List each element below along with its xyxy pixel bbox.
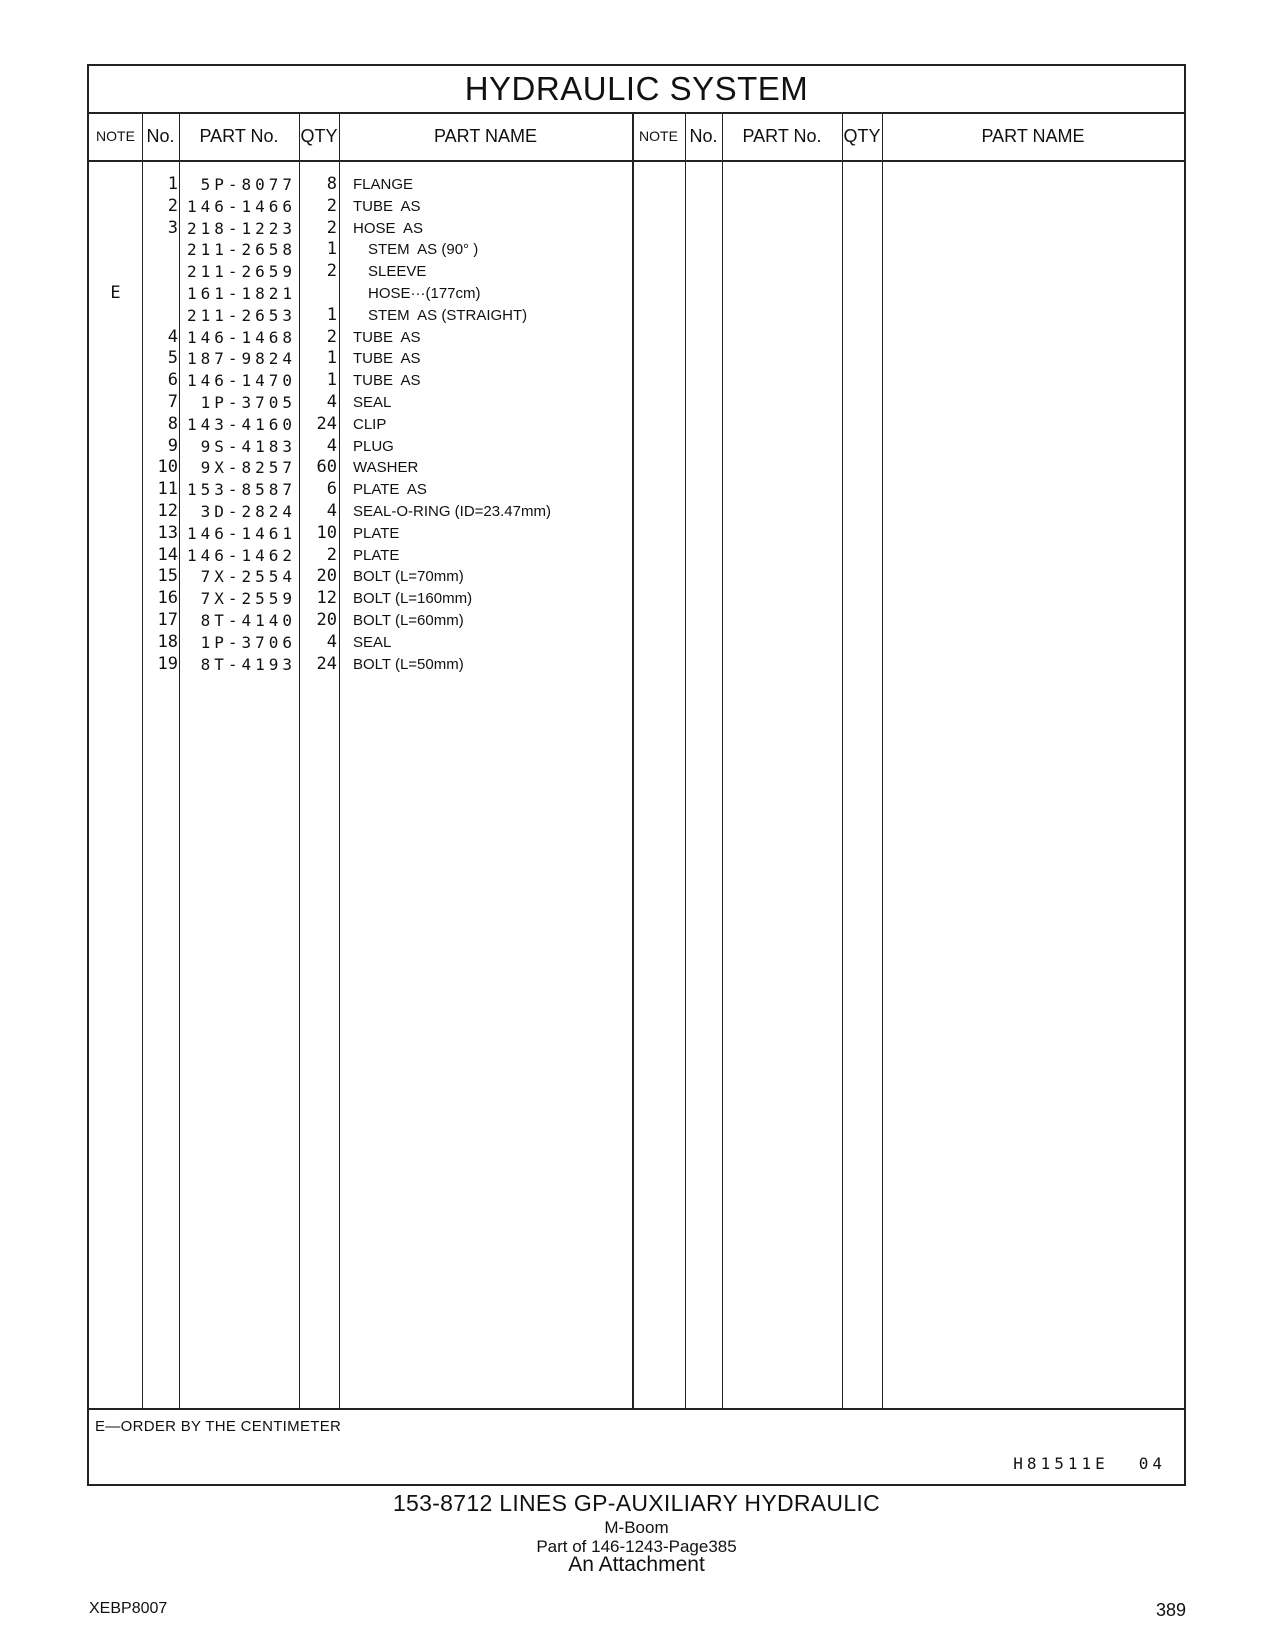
row-item-number: 10 — [157, 457, 178, 478]
row-note — [89, 391, 142, 414]
row-item-number: 2 — [167, 195, 178, 216]
row-part-number: 9X-8257 — [200, 458, 296, 478]
group-title: 153-8712 LINES GP-AUXILIARY HYDRAULIC — [392, 1490, 881, 1516]
row-part-name: STEM AS (STRAIGHT) — [368, 306, 528, 324]
row-part-name: PLATE — [353, 524, 400, 542]
table-row — [89, 217, 1184, 240]
row-part-number: 143-4160 — [186, 414, 296, 434]
row-note: E — [110, 283, 121, 303]
row-part-number: 1P-3705 — [200, 393, 296, 412]
row-quantity: 4 — [326, 435, 337, 456]
table-row — [89, 522, 1184, 545]
row-item-number: 11 — [157, 479, 178, 500]
row-note — [89, 522, 142, 545]
part-of-reference: Part of 146-1243-Page385 — [536, 1537, 737, 1556]
row-quantity: 4 — [326, 392, 337, 412]
row-item-number: 6 — [167, 370, 178, 391]
row-quantity: 20 — [316, 610, 337, 630]
row-item-number: 9 — [167, 435, 178, 456]
row-item-number: 1 — [167, 174, 178, 194]
row-note — [89, 413, 142, 436]
row-part-name: TUBE AS — [353, 328, 421, 346]
row-note — [89, 304, 142, 327]
row-note — [89, 544, 142, 567]
row-note — [89, 653, 142, 676]
row-part-number: 8T-4193 — [200, 654, 296, 674]
row-part-number: 146-1470 — [186, 371, 296, 391]
row-item-number: 12 — [157, 501, 178, 521]
table-row — [89, 544, 1184, 567]
reference-code — [1013, 1454, 1166, 1473]
row-note — [89, 565, 142, 588]
table-row — [89, 195, 1184, 218]
row-part-name: SEAL — [353, 633, 392, 651]
row-item-number: 4 — [167, 326, 178, 347]
attachment-label: An Attachment — [568, 1553, 705, 1576]
reference-code-id: H81511E — [1013, 1454, 1109, 1473]
row-note — [89, 456, 142, 479]
row-quantity: 10 — [316, 522, 337, 543]
row-quantity: 1 — [326, 348, 337, 369]
row-part-number: 211-2659 — [186, 262, 296, 282]
row-note — [89, 260, 142, 283]
table-row — [89, 238, 1184, 261]
row-item-number: 15 — [157, 566, 178, 587]
row-part-number: 1P-3706 — [200, 632, 296, 652]
row-quantity: 2 — [326, 217, 337, 238]
row-part-name: WASHER — [353, 459, 419, 477]
row-quantity: 24 — [316, 413, 337, 434]
table-header — [89, 112, 1184, 162]
row-part-number: 5P-8077 — [200, 175, 296, 194]
row-quantity: 4 — [326, 501, 337, 521]
row-part-name: SEAL — [353, 394, 392, 411]
row-part-name: BOLT (L=160mm) — [353, 590, 473, 608]
row-note — [89, 195, 142, 218]
row-part-name: PLATE AS — [353, 481, 427, 499]
row-item-number: 7 — [167, 392, 178, 412]
row-note — [89, 587, 142, 610]
col-header-qty-left: QTY — [300, 126, 338, 146]
row-item-number: 16 — [157, 588, 178, 609]
row-item-number: 17 — [157, 610, 178, 630]
row-quantity: 6 — [326, 479, 337, 500]
reference-code-revision: 04 — [1138, 1454, 1166, 1473]
table-row — [89, 500, 1184, 523]
row-item-number: 5 — [167, 348, 178, 369]
row-part-number: 211-2653 — [186, 305, 296, 325]
row-quantity: 20 — [316, 566, 337, 587]
row-part-name: HOSE AS — [353, 219, 424, 237]
table-row — [89, 369, 1184, 392]
row-part-name: FLANGE — [353, 176, 414, 193]
footer-divider — [89, 1408, 1184, 1410]
row-item-number — [142, 282, 178, 305]
row-part-name: PLATE — [353, 546, 400, 564]
table-row — [89, 282, 1184, 305]
row-part-number: 218-1223 — [186, 218, 296, 238]
row-part-number: 161-1821 — [186, 284, 296, 303]
col-header-part-name-right: PART NAME — [981, 126, 1085, 146]
row-part-name: CLIP — [353, 415, 387, 433]
row-quantity: 4 — [326, 631, 337, 652]
row-note — [89, 631, 142, 654]
row-part-number: 153-8587 — [186, 480, 296, 500]
row-part-name: HOSE···(177cm) — [368, 285, 481, 302]
row-part-number: 9S-4183 — [200, 436, 296, 456]
table-row — [89, 478, 1184, 501]
table-row — [89, 609, 1184, 632]
row-part-number: 146-1468 — [186, 327, 296, 347]
row-quantity: 2 — [326, 544, 337, 565]
col-header-part-no-right: PART No. — [742, 126, 822, 146]
row-quantity: 60 — [316, 457, 337, 478]
col-header-no-left: No. — [146, 126, 175, 146]
row-item-number — [142, 238, 178, 261]
row-part-number: 8T-4140 — [200, 611, 296, 630]
row-note — [89, 326, 142, 349]
row-part-name: TUBE AS — [353, 197, 421, 215]
row-note — [89, 173, 142, 196]
row-note — [89, 609, 142, 632]
row-item-number: 13 — [157, 522, 178, 543]
row-quantity: 24 — [316, 653, 337, 674]
row-item-number — [142, 260, 178, 283]
col-header-part-name-left: PART NAME — [433, 126, 538, 146]
page-number: 389 — [1155, 1600, 1186, 1620]
row-part-name: TUBE AS — [353, 350, 421, 368]
footnote: E—ORDER BY THE CENTIMETER — [95, 1418, 342, 1435]
row-part-number: 146-1466 — [186, 196, 296, 216]
row-part-number: 187-9824 — [186, 349, 296, 369]
col-header-qty-right: QTY — [843, 126, 881, 146]
row-item-number: 14 — [157, 544, 178, 565]
row-part-name: BOLT (L=70mm) — [353, 568, 464, 586]
row-note — [89, 238, 142, 261]
row-quantity: 1 — [326, 370, 337, 391]
row-part-name: BOLT (L=50mm) — [353, 655, 464, 673]
parts-table-body — [89, 160, 1184, 1472]
row-note — [89, 500, 142, 523]
table-row — [89, 631, 1184, 654]
table-row — [89, 456, 1184, 479]
row-part-number: 146-1462 — [186, 545, 296, 565]
table-row — [89, 587, 1184, 610]
row-quantity: 1 — [326, 239, 337, 260]
table-row — [89, 413, 1184, 436]
table-row — [89, 347, 1184, 370]
table-row — [89, 565, 1184, 588]
row-quantity: 8 — [326, 174, 337, 194]
row-part-number: 146-1461 — [186, 523, 296, 543]
row-note — [89, 435, 142, 458]
table-row — [89, 326, 1184, 349]
row-quantity: 2 — [326, 326, 337, 347]
row-part-name: BOLT (L=60mm) — [353, 612, 464, 629]
col-header-note-left: NOTE — [96, 128, 135, 144]
col-header-part-no-left: PART No. — [199, 126, 279, 146]
row-note — [89, 478, 142, 501]
page-title: HYDRAULIC SYSTEM — [89, 66, 1184, 114]
parts-list-sheet — [87, 64, 1186, 1486]
row-quantity: 12 — [316, 588, 337, 609]
row-part-number: 3D-2824 — [200, 502, 296, 521]
table-row — [89, 391, 1184, 414]
row-part-number: 7X-2554 — [200, 567, 296, 587]
table-row — [89, 260, 1184, 283]
row-part-number: 7X-2559 — [200, 589, 296, 609]
row-item-number: 19 — [157, 653, 178, 674]
group-subtitle: M-Boom — [604, 1518, 669, 1537]
row-quantity — [299, 282, 337, 305]
row-part-number: 211-2658 — [186, 240, 296, 260]
col-header-note-right: NOTE — [639, 128, 678, 144]
row-quantity: 1 — [326, 304, 337, 325]
table-row — [89, 435, 1184, 458]
row-item-number — [142, 304, 178, 327]
row-quantity: 2 — [326, 195, 337, 216]
col-header-no-right: No. — [689, 126, 718, 146]
table-row — [89, 304, 1184, 327]
row-item-number: 8 — [167, 413, 178, 434]
row-note — [89, 347, 142, 370]
row-quantity: 2 — [326, 261, 337, 282]
row-part-name: SEAL-O-RING (ID=23.47mm) — [353, 503, 551, 520]
row-note — [89, 369, 142, 392]
table-row — [89, 173, 1184, 196]
row-part-name: STEM AS (90° ) — [368, 241, 479, 259]
row-part-name: PLUG — [353, 437, 394, 455]
row-part-name: TUBE AS — [353, 372, 421, 390]
row-item-number: 18 — [157, 631, 178, 652]
document-id: XEBP8007 — [89, 1600, 168, 1617]
row-note — [89, 217, 142, 240]
table-row — [89, 653, 1184, 676]
row-part-name: SLEEVE — [368, 263, 427, 281]
row-item-number: 3 — [167, 217, 178, 238]
